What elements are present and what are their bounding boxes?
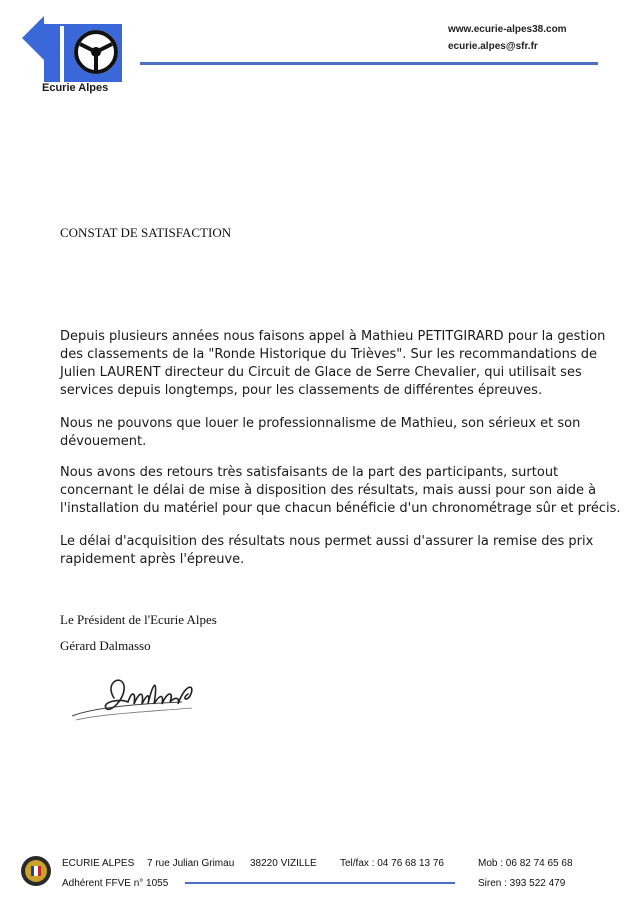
paragraph-line: Nous avons des retours très satisfaisants de la part des participants, surtout [60,465,559,480]
signatory-role: Le Président de l'Ecurie Alpes [60,612,217,627]
handwritten-signature [62,668,232,728]
footer-address: 7 rue Julian Grimau [147,858,235,869]
footer-mobile: Mob : 06 82 74 65 68 [478,858,573,869]
paragraph-line: concernant le délai de mise à disposition des résultats, mais aussi pour son aide à [60,483,597,498]
footer-divider [185,882,455,884]
paragraph-line: rapidement après l'épreuve. [60,552,245,567]
paragraph-line: Julien LAURENT directeur du Circuit de Glace de Serre Chevalier, qui utilisait ses [60,365,582,380]
paragraph-line: Nous ne pouvons que louer le professionnalisme de Mathieu, son sérieux et son [60,416,581,431]
paragraph-line: services depuis longtemps, pour les classements de différentes épreuves. [60,383,543,398]
logo-caption: Ecurie Alpes [42,82,109,94]
letter-title: CONSTAT DE SATISFACTION [60,225,232,240]
footer-membership: Adhérent FFVE n° 1055 [62,878,169,889]
paragraph-4 [60,533,594,569]
website-link[interactable]: www.ecurie-alpes38.com [448,24,567,35]
email-link[interactable]: ecurie.alpes@sfr.fr [448,41,538,52]
paragraph-line: l'installation du matériel pour que chacun bénéficie d'un chronométrage sûr et précis. [60,501,621,516]
paragraph-2 [60,415,590,451]
ffve-badge-icon [20,855,52,887]
signatory-name: Gérard Dalmasso [60,638,151,653]
footer-siren: Siren : 393 522 479 [478,878,566,889]
footer-company-name: ECURIE ALPES [62,858,135,869]
footer-phone: Tel/fax : 04 76 68 13 76 [340,858,444,869]
header-divider [140,62,598,65]
paragraph-3 [60,464,621,518]
paragraph-line: Le délai d'acquisition des résultats nous permet aussi d'assurer la remise des prix [60,534,594,549]
footer-postal-city: 38220 VIZILLE [250,858,317,869]
paragraph-1 [60,328,606,400]
paragraph-line: Depuis plusieurs années nous faisons appel à Mathieu PETITGIRARD pour la gestion [60,329,606,344]
paragraph-line: des classements de la "Ronde Historique du Trièves". Sur les recommandations de [60,347,597,362]
paragraph-line: dévouement. [60,434,147,449]
